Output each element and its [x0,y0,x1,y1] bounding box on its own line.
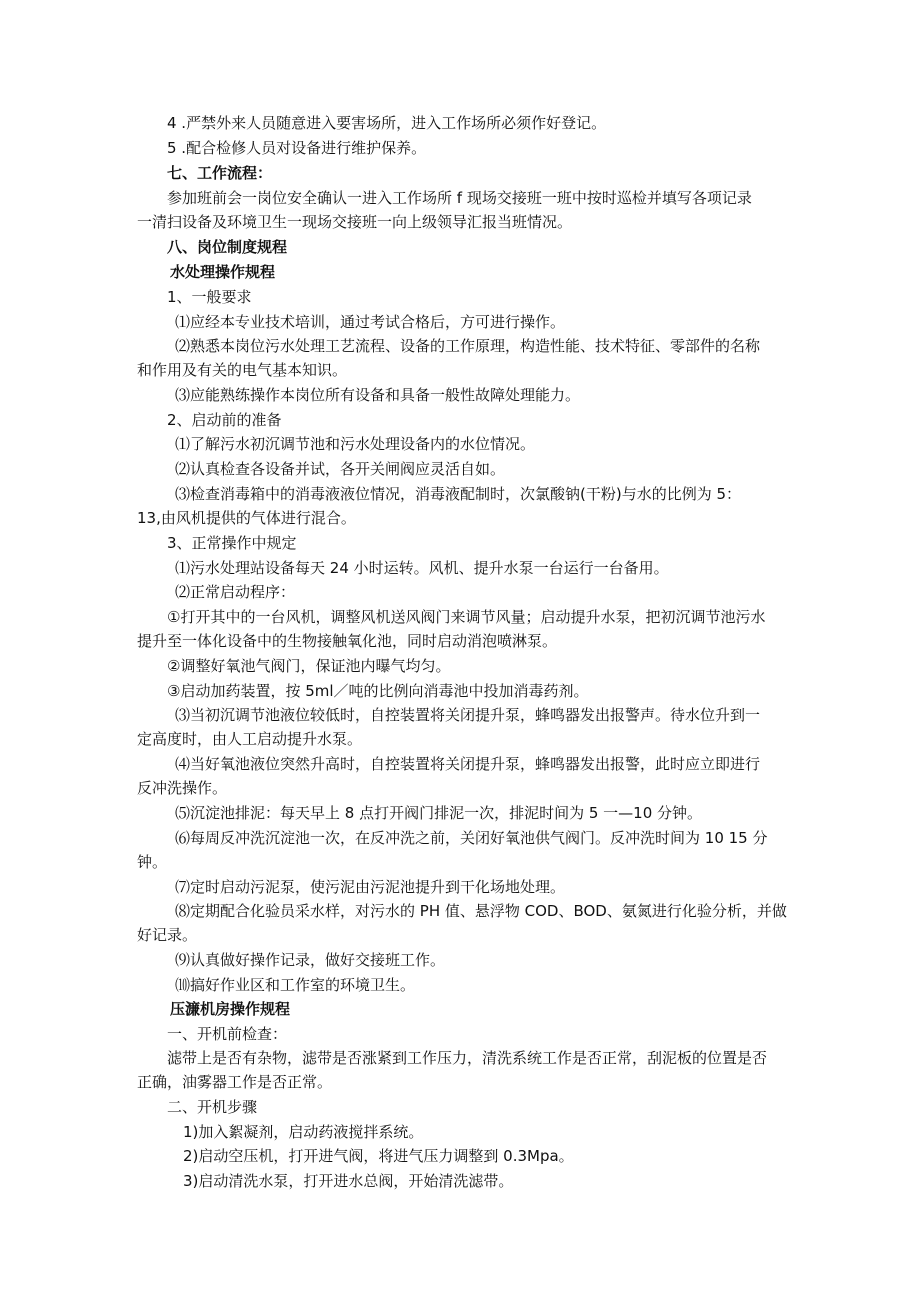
list-item: 3)启动清洗水泵，打开进水总阀，开始清洗滤带。 [183,1172,514,1190]
list-item: ⑻定期配合化验员采水样，对污水的 PH 值、悬浮物 COD、BOD、氨氮进行化验分析，并做 [175,902,787,920]
list-item: ⑵正常启动程序： [175,583,296,601]
list-item: ⑵熟悉本岗位污水处理工艺流程、设备的工作原理，构造性能、技术特征、零部件的名称 [175,337,761,355]
section-heading-workflow: 七、工作流程： [167,164,273,182]
numbered-heading: 1、一般要求 [167,288,252,306]
list-item: ⑵认真检查各设备并试，各开关闸阀应灵活自如。 [175,460,506,478]
numbered-heading: 一、开机前检查： [167,1025,288,1043]
paragraph-line: 正确，油雾器工作是否正常。 [137,1073,333,1091]
list-item: 1)加入絮凝剂，启动药液搅拌系统。 [183,1123,424,1141]
numbered-heading: 2、启动前的准备 [167,411,282,429]
list-item: ②调整好氧池气阀门，保证池内曝气均匀。 [167,657,451,675]
subsection-heading-press-room: 压濂机房操作规程 [170,1000,291,1018]
list-item: ⑴污水处理站设备每天 24 小时运转。风机、提升水泵一台运行一台备用。 [175,559,669,577]
list-item: ⑶检查消毒箱中的消毒液液位情况，消毒液配制时，次氯酸钠(干粉)与水的比例为 5： [175,485,742,503]
list-item: 5 .配合检修人员对设备进行维护保养。 [167,139,427,157]
list-item: ③启动加药装置，按 5ml／吨的比例向消毒池中投加消毒药剂。 [167,682,589,700]
list-item: ⑸沉淀池排泥：每天早上 8 点打开阀门排泥一次，排泥时间为 5 一—10 分钟。 [175,804,703,822]
list-item: ⑼认真做好操作记录，做好交接班工作。 [175,951,446,969]
paragraph-line: 一清扫设备及环境卫生一现场交接班一向上级领导汇报当班情况。 [137,213,573,231]
list-item: 2)启动空压机，打开进气阀，将进气压力调整到 0.3Mpa。 [183,1147,574,1165]
paragraph-line: 定高度时，由人工启动提升水泵。 [137,730,363,748]
numbered-heading: 二、开机步骤 [167,1098,258,1116]
paragraph-line: 13,由风机提供的气体进行混合。 [137,509,356,527]
list-item: ⑶应能熟练操作本岗位所有设备和具备一般性故障处理能力。 [175,386,581,404]
paragraph-line: 提升至一体化设备中的生物接触氧化池，同时启动消泡喷淋泵。 [137,632,558,650]
paragraph-line: 参加班前会一岗位安全确认一进入工作场所 f 现场交接班一班中按时巡检并填写各项记录 [167,189,752,207]
paragraph-line: 钟。 [137,853,168,871]
list-item: 4 .严禁外来人员随意进入要害场所，进入工作场所必须作好登记。 [167,114,607,132]
list-item: ⑶当初沉调节池液位较低时，自控装置将关闭提升泵，蜂鸣器发出报警声。待水位升到一 [175,706,761,724]
list-item: ⑷当好氧池液位突然升高时，自控装置将关闭提升泵，蜂鸣器发出报警，此时应立即进行 [175,755,761,773]
paragraph-line: 反冲洗操作。 [137,779,228,797]
list-item: ⑺定时启动污泥泵，使污泥由污泥池提升到干化场地处理。 [175,878,566,896]
paragraph-line: 好记录。 [137,926,198,944]
list-item: ①打开其中的一台风机，调整风机送风阀门来调节风量；启动提升水泵，把初沉调节池污水 [167,608,766,626]
subsection-heading-water-treatment: 水处理操作规程 [170,263,276,281]
paragraph-line: 滤带上是否有杂物，滤带是否涨紧到工作压力，清洗系统工作是否正常，刮泥板的位置是否 [167,1049,768,1067]
list-item: ⑹每周反冲洗沉淀池一次，在反冲洗之前，关闭好氧池供气阀门。反冲洗时间为 10 15 分 [175,829,768,847]
numbered-heading: 3、正常操作中规定 [167,534,297,552]
list-item: ⑽搞好作业区和工作室的环境卫生。 [175,976,416,994]
section-heading-rules: 八、岗位制度规程 [167,238,288,256]
paragraph-line: 和作用及有关的电气基本知识。 [137,361,348,379]
list-item: ⑴了解污水初沉调节池和污水处理设备内的水位情况。 [175,435,536,453]
list-item: ⑴应经本专业技术培训，通过考试合格后，方可进行操作。 [175,313,566,331]
